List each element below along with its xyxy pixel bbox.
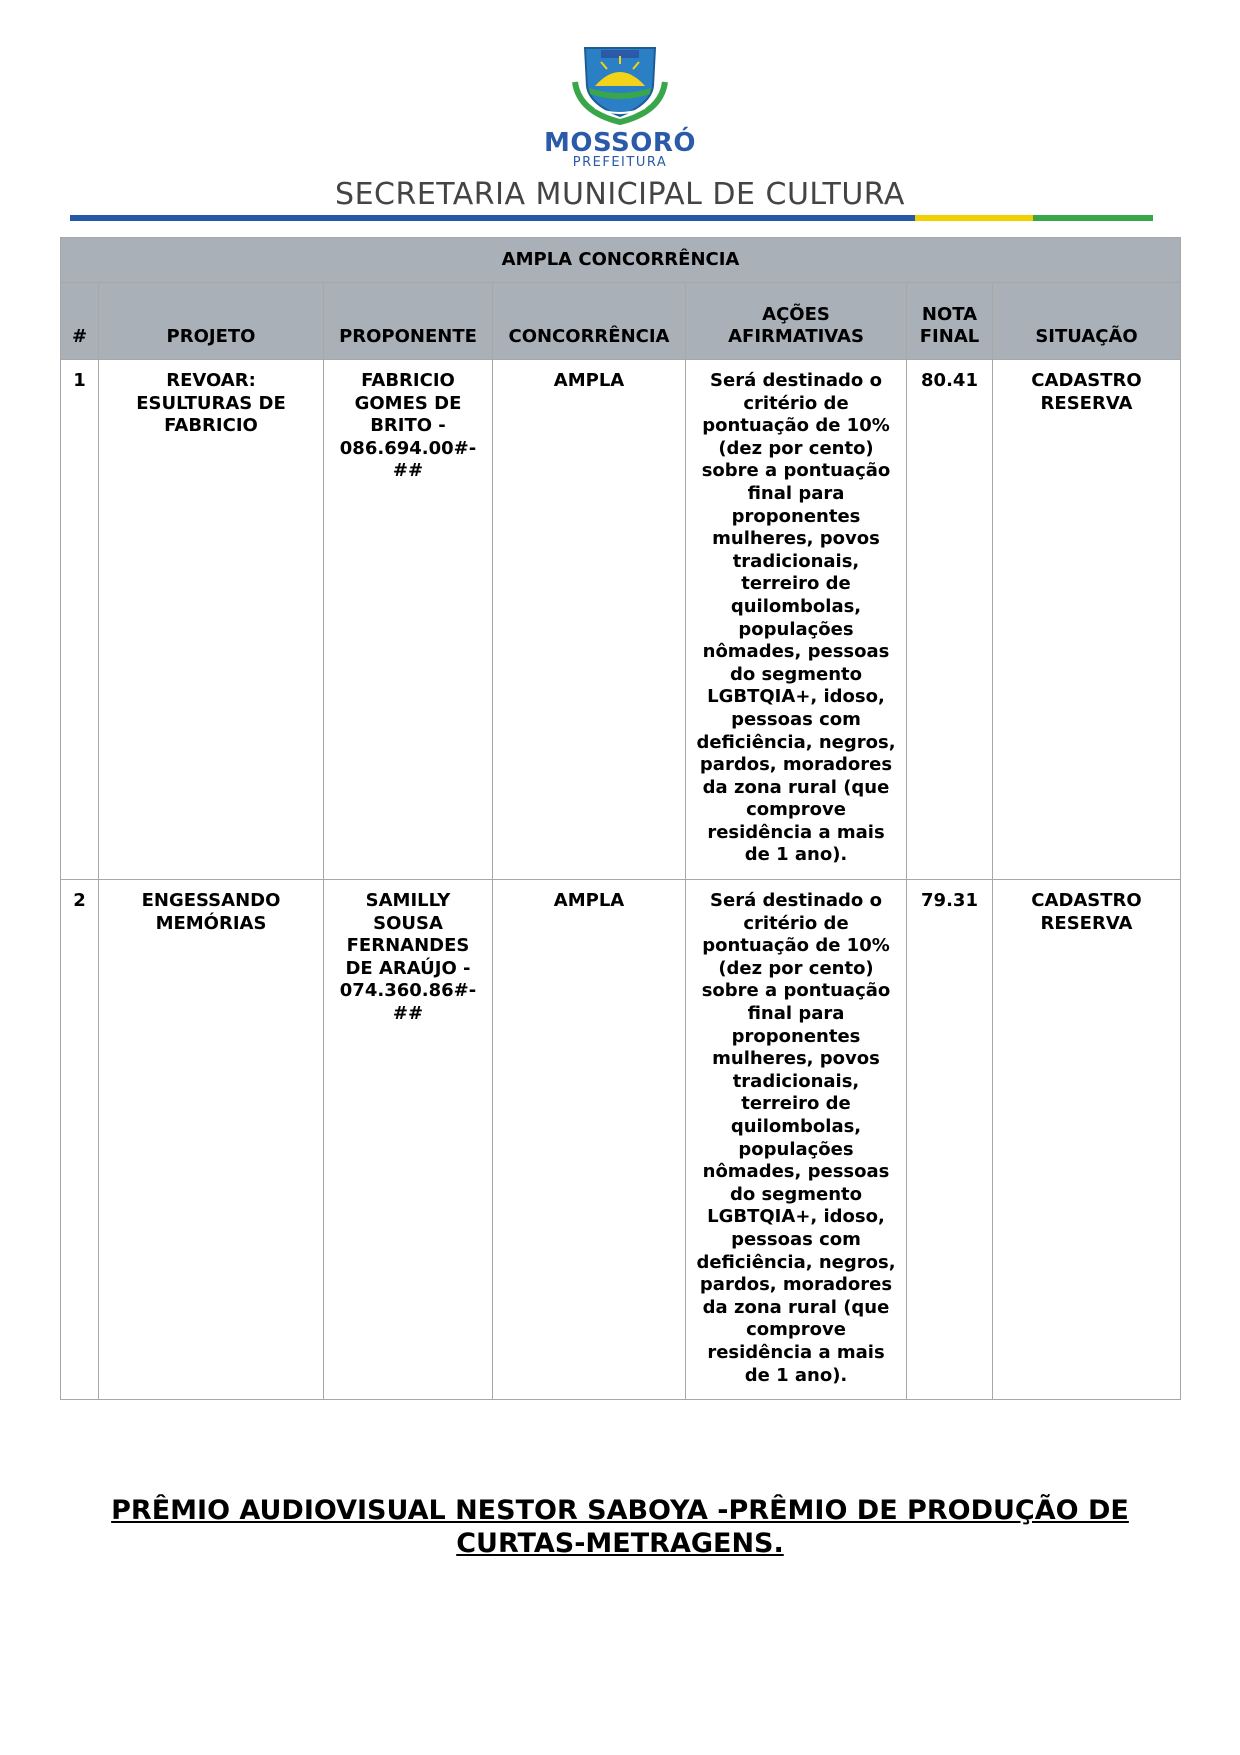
award-title: PRÊMIO AUDIOVISUAL NESTOR SABOYA -PRÊMIO DE PRODUÇÃO DE CURTAS-METRAGENS. xyxy=(111,1495,1129,1559)
proponente-cell: SAMILLY SOUSA FERNANDES DE ARAÚJO - 074.360.86#-## xyxy=(324,880,493,1400)
row-number: 2 xyxy=(61,880,99,1400)
stripe-blue xyxy=(70,215,915,221)
proponente-cell: FABRICIO GOMES DE BRITO - 086.694.00#-## xyxy=(324,360,493,880)
results-table xyxy=(60,237,1181,1400)
situacao-cell: CADASTRO RESERVA xyxy=(993,880,1181,1400)
table-row xyxy=(61,880,1181,1400)
table-row xyxy=(61,360,1181,880)
column-header-situacao: SITUAÇÃO xyxy=(993,283,1181,360)
column-header-proponente: PROPONENTE xyxy=(324,283,493,360)
brand-name: MOSSORÓ xyxy=(544,128,696,158)
row-number: 1 xyxy=(61,360,99,880)
acoes-cell: Será destinado o critério de pontuação de 10% (dez por cento) sobre a pontuação final para proponentes mulheres, povos tradicionais, terreiro de quilombolas, populações nômades, pessoas do segmento LGBTQIA+, idoso, pessoas com deficiência, negros, pardos, moradores da zona rural (que comprove residência a mais de 1 ano). xyxy=(686,880,907,1400)
stripe-yellow xyxy=(915,215,1033,221)
concorrencia-cell: AMPLA xyxy=(493,880,686,1400)
concorrencia-cell: AMPLA xyxy=(493,360,686,880)
column-header-projeto: PROJETO xyxy=(99,283,324,360)
brand-subtitle: PREFEITURA xyxy=(572,155,668,170)
letterhead xyxy=(0,0,1240,230)
column-header-acoes: AÇÕES AFIRMATIVAS xyxy=(686,283,907,360)
section-title: AMPLA CONCORRÊNCIA xyxy=(61,238,1181,283)
projeto-cell: ENGESSANDO MEMÓRIAS xyxy=(99,880,324,1400)
column-header-number: # xyxy=(61,283,99,360)
city-crest-icon xyxy=(565,42,675,126)
projeto-cell: REVOAR: ESULTURAS DE FABRICIO xyxy=(99,360,324,880)
nota-cell: 79.31 xyxy=(907,880,993,1400)
nota-cell: 80.41 xyxy=(907,360,993,880)
situacao-cell: CADASTRO RESERVA xyxy=(993,360,1181,880)
acoes-cell: Será destinado o critério de pontuação de 10% (dez por cento) sobre a pontuação final para proponentes mulheres, povos tradicionais, terreiro de quilombolas, populações nômades, pessoas do segmento LGBTQIA+, idoso, pessoas com deficiência, negros, pardos, moradores da zona rural (que comprove residência a mais de 1 ano). xyxy=(686,360,907,880)
department-name: SECRETARIA MUNICIPAL DE CULTURA xyxy=(335,177,905,212)
column-header-concorrencia: CONCORRÊNCIA xyxy=(493,283,686,360)
stripe-green xyxy=(1033,215,1153,221)
column-header-nota: NOTA FINAL xyxy=(907,283,993,360)
